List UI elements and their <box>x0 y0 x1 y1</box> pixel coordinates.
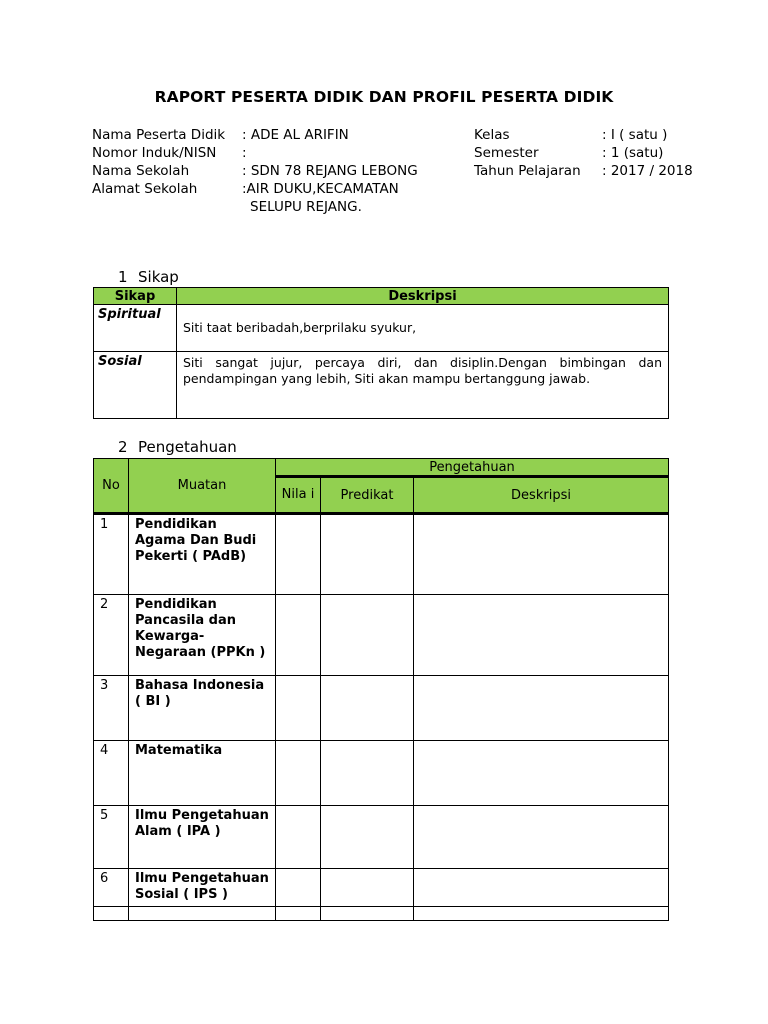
section-heading-pengetahuan <box>118 438 237 456</box>
identity-label: Kelas <box>474 127 510 143</box>
deskripsi-cell <box>414 869 669 907</box>
table-row <box>94 676 669 741</box>
identity-label: Nama Sekolah <box>92 163 190 179</box>
column-header: Predikat <box>321 477 414 514</box>
identity-right <box>474 126 714 180</box>
predikat-cell <box>321 806 414 869</box>
identity-value: : 2017 / 2018 <box>602 163 693 179</box>
identity-row <box>474 144 714 162</box>
no-cell: 4 <box>94 741 129 806</box>
predikat-cell <box>321 869 414 907</box>
nilai-cell <box>276 741 321 806</box>
identity-value: : <box>242 145 247 161</box>
deskripsi-cell <box>414 806 669 869</box>
identity-label: Nomor Induk/NISN <box>92 145 217 161</box>
nilai-cell <box>276 676 321 741</box>
no-cell <box>94 907 129 921</box>
column-header: Deskripsi <box>414 477 669 514</box>
pengetahuan-table <box>93 458 669 921</box>
no-cell: 3 <box>94 676 129 741</box>
deskripsi-cell <box>414 595 669 676</box>
identity-row <box>92 162 452 180</box>
identity-value: : SDN 78 REJANG LEBONG <box>242 163 418 179</box>
muatan-cell: Pendidikan Agama Dan Budi Pekerti ( PAdB) <box>129 514 276 595</box>
column-header: Nila i <box>276 477 321 514</box>
column-group-header: Pengetahuan <box>276 459 669 477</box>
identity-value: : ADE AL ARIFIN <box>242 127 349 143</box>
identity-value: : 1 (satu) <box>602 145 664 161</box>
column-header: Sikap <box>94 288 177 305</box>
identity-row <box>92 126 452 144</box>
table-row <box>94 869 669 907</box>
table-row <box>94 514 669 595</box>
identity-value: : I ( satu ) <box>602 127 668 143</box>
identity-row <box>92 144 452 162</box>
identity-row <box>92 198 452 216</box>
nilai-cell <box>276 907 321 921</box>
section-title: Pengetahuan <box>138 438 237 456</box>
table-row <box>94 595 669 676</box>
predikat-cell <box>321 907 414 921</box>
table-row <box>94 806 669 869</box>
predikat-cell <box>321 595 414 676</box>
no-cell: 5 <box>94 806 129 869</box>
nilai-cell <box>276 869 321 907</box>
predikat-cell <box>321 676 414 741</box>
deskripsi-cell <box>414 676 669 741</box>
section-number: 2 <box>118 438 128 456</box>
no-cell: 2 <box>94 595 129 676</box>
section-number: 1 <box>118 268 128 286</box>
deskripsi-cell: Siti taat beribadah,berprilaku syukur, <box>177 305 669 352</box>
sikap-cell: Sosial <box>94 352 177 419</box>
muatan-cell: Ilmu Pengetahuan Sosial ( IPS ) <box>129 869 276 907</box>
identity-row <box>92 180 452 198</box>
no-cell: 1 <box>94 514 129 595</box>
muatan-cell: Bahasa Indonesia ( BI ) <box>129 676 276 741</box>
identity-value: :AIR DUKU,KECAMATAN <box>242 181 399 197</box>
identity-label: Alamat Sekolah <box>92 181 198 197</box>
deskripsi-cell <box>414 514 669 595</box>
deskripsi-cell <box>414 907 669 921</box>
nilai-cell <box>276 514 321 595</box>
muatan-cell: Pendidikan Pancasila dan Kewarga- Negaraan (PPKn ) <box>129 595 276 676</box>
table-row <box>94 741 669 806</box>
deskripsi-cell <box>414 741 669 806</box>
identity-label: Semester <box>474 145 539 161</box>
table-row <box>94 352 669 419</box>
muatan-cell: Matematika <box>129 741 276 806</box>
muatan-cell <box>129 907 276 921</box>
identity-label: Nama Peserta Didik <box>92 127 226 143</box>
deskripsi-cell: Siti sangat jujur, percaya diri, dan disiplin.Dengan bimbingan dan pendampingan yang lebih, Siti akan mampu bertanggung jawab. <box>177 352 669 419</box>
table-row <box>94 907 669 921</box>
predikat-cell <box>321 514 414 595</box>
page-title: RAPORT PESERTA DIDIK DAN PROFIL PESERTA DIDIK <box>154 88 614 106</box>
identity-left <box>92 126 452 216</box>
predikat-cell <box>321 741 414 806</box>
sikap-cell: Spiritual <box>94 305 177 352</box>
section-heading-sikap <box>118 268 179 286</box>
muatan-cell: Ilmu Pengetahuan Alam ( IPA ) <box>129 806 276 869</box>
identity-value: SELUPU REJANG. <box>250 199 362 215</box>
nilai-cell <box>276 806 321 869</box>
no-cell: 6 <box>94 869 129 907</box>
column-header: Muatan <box>129 459 276 514</box>
section-title: Sikap <box>138 268 179 286</box>
table-header-row <box>94 459 669 477</box>
identity-row <box>474 126 714 144</box>
identity-label: Tahun Pelajaran <box>474 163 581 179</box>
nilai-cell <box>276 595 321 676</box>
identity-row <box>474 162 714 180</box>
column-header: No <box>94 459 129 514</box>
column-header: Deskripsi <box>177 288 669 305</box>
table-row <box>94 305 669 352</box>
sikap-table <box>93 287 669 419</box>
table-header-row <box>94 288 669 305</box>
